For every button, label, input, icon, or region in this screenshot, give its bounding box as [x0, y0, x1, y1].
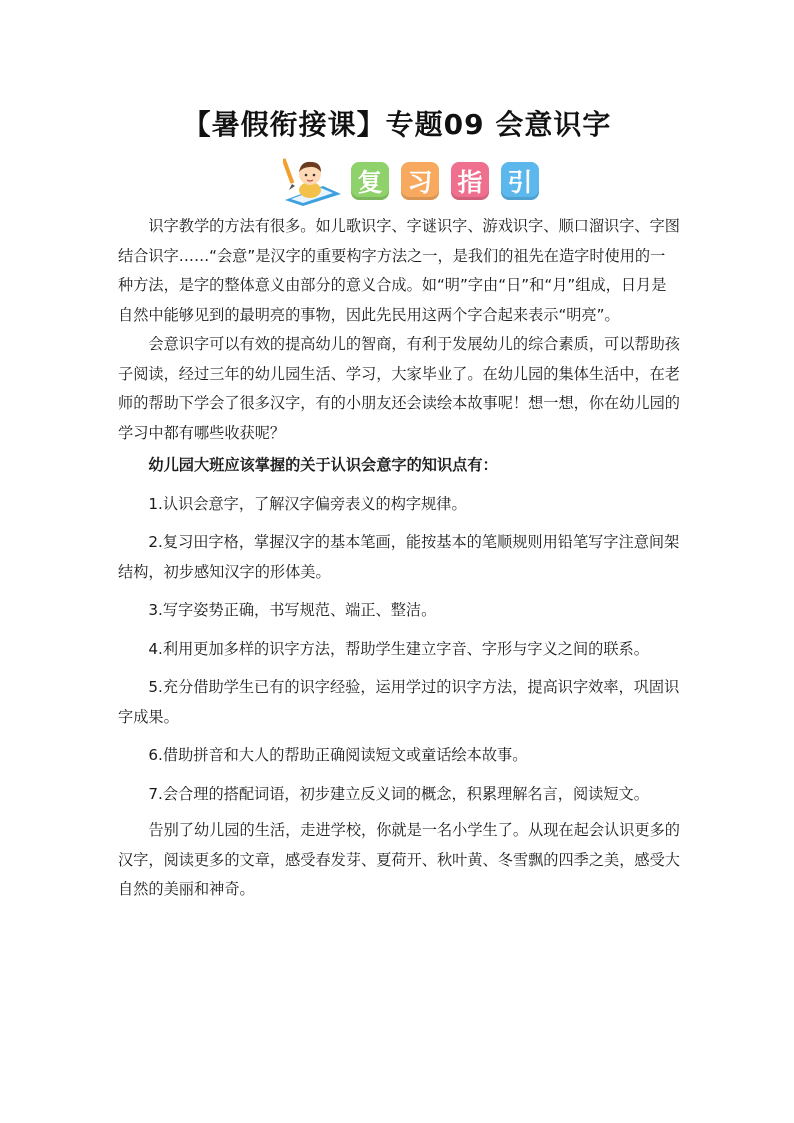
- knowledge-item: 3.写字姿势正确，书写规范、端正、整洁。: [148, 601, 437, 619]
- intro-paragraph: 识字教学的方法有很多。如儿歌识字、字谜识字、游戏识字、顺口溜识字、字图结合识字……“会意”是汉字的重要构字方法之一，是我们的祖先在造字时使用的一种方法，是字的整体意义由部分的意义合成。如“明”字由“日”和“月”组成，日月是自然中能够见到的最明亮的事物，因此先民用这两个字合起来表示“明亮”。: [118, 217, 680, 324]
- body-text: [118, 212, 680, 905]
- child-writing-icon: [283, 156, 343, 206]
- knowledge-heading: 幼儿园大班应该掌握的关于认识会意字的知识点有：: [148, 456, 498, 474]
- review-tile-3: 指: [451, 162, 489, 200]
- benefit-paragraph: 会意识字可以有效的提高幼儿的智商，有利于发展幼儿的综合素质，可以帮助孩子阅读，经过三年的幼儿园生活、学习，大家毕业了。在幼儿园的集体生活中，在老师的帮助下学会了很多汉字，有的小朋友还会读绘本故事呢！想一想，你在幼儿园的学习中都有哪些收获呢？: [118, 335, 680, 442]
- review-guide-banner: [283, 156, 551, 206]
- review-tile-2: 习: [401, 162, 439, 200]
- review-tile-1: 复: [351, 162, 389, 200]
- knowledge-item: 5.充分借助学生已有的识字经验，运用学过的识字方法，提高识字效率，巩固识字成果。: [118, 678, 680, 726]
- review-tile-4: 引: [501, 162, 539, 200]
- knowledge-item: 2.复习田字格，掌握汉字的基本笔画，能按基本的笔顺规则用铅笔写字注意间架结构，初步感知汉字的形体美。: [118, 533, 680, 581]
- knowledge-item: 1.认识会意字，了解汉字偏旁表义的构字规律。: [148, 494, 467, 513]
- closing-paragraph: 告别了幼儿园的生活，走进学校，你就是一名小学生了。从现在起会认识更多的汉字，阅读更多的文章，感受春发芽、夏荷开、秋叶黄、冬雪飘的四季之美，感受大自然的美丽和神奇。: [118, 821, 680, 898]
- knowledge-item: 6.借助拼音和大人的帮助正确阅读短文或童话绘本故事。: [148, 746, 528, 764]
- knowledge-item: 4.利用更加多样的识字方法，帮助学生建立字音、字形与字义之间的联系。: [148, 639, 649, 658]
- page-title: 【暑假衔接课】专题09 会意识字: [182, 108, 612, 141]
- knowledge-item: 7.会合理的搭配词语，初步建立反义词的概念，积累理解名言，阅读短文。: [148, 784, 649, 803]
